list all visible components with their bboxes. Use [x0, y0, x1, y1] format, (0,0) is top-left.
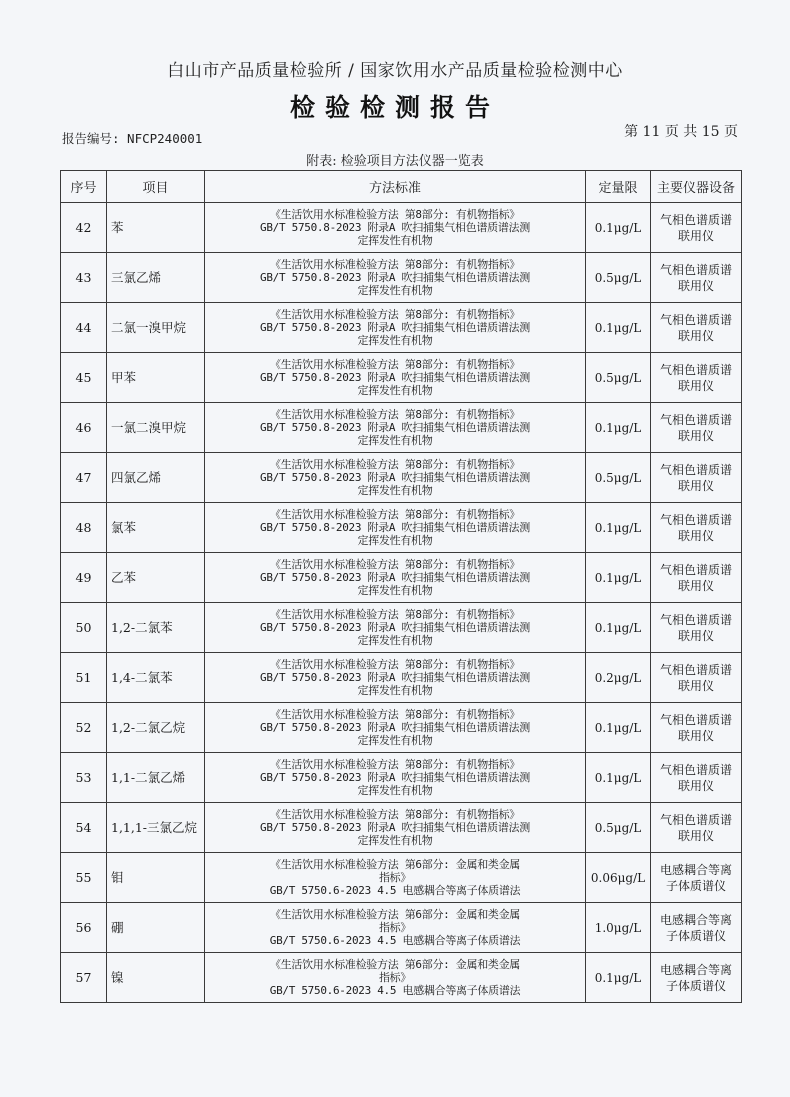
method-standard	[205, 903, 586, 953]
table-row	[61, 653, 742, 703]
method-line: 《生活饮用水标准检验方法 第6部分: 金属和类金属	[270, 958, 520, 971]
method-line: 定挥发性有机物	[357, 584, 433, 597]
main-instrument: 气相色谱质谱联用仪	[651, 603, 742, 653]
method-line: GB/T 5750.8-2023 附录A 吹扫捕集气相色谱质谱法测	[260, 721, 530, 734]
test-item: 1,2-二氯乙烷	[107, 703, 205, 753]
method-line: 定挥发性有机物	[357, 384, 433, 397]
main-instrument: 气相色谱质谱联用仪	[651, 503, 742, 553]
row-number: 46	[61, 403, 107, 453]
main-instrument: 气相色谱质谱联用仪	[651, 353, 742, 403]
method-line: GB/T 5750.8-2023 附录A 吹扫捕集气相色谱质谱法测	[260, 671, 530, 684]
method-standard	[205, 853, 586, 903]
main-instrument: 气相色谱质谱联用仪	[651, 203, 742, 253]
row-number: 51	[61, 653, 107, 703]
row-number: 54	[61, 803, 107, 853]
row-number: 44	[61, 303, 107, 353]
method-standard	[205, 753, 586, 803]
method-line: 定挥发性有机物	[357, 234, 433, 247]
method-line: 定挥发性有机物	[357, 484, 433, 497]
method-standard	[205, 253, 586, 303]
main-instrument: 电感耦合等离子体质谱仪	[651, 953, 742, 1003]
row-number: 49	[61, 553, 107, 603]
table-row	[61, 403, 742, 453]
main-instrument: 气相色谱质谱联用仪	[651, 803, 742, 853]
method-standard	[205, 453, 586, 503]
table-row	[61, 603, 742, 653]
col-header-instrument: 主要仪器设备	[651, 171, 742, 203]
method-line: 定挥发性有机物	[357, 634, 433, 647]
method-line: GB/T 5750.8-2023 附录A 吹扫捕集气相色谱质谱法测	[260, 221, 530, 234]
col-header-limit: 定量限	[586, 171, 651, 203]
quantitation-limit: 0.1μg/L	[586, 753, 651, 803]
row-number: 42	[61, 203, 107, 253]
test-item: 三氯乙烯	[107, 253, 205, 303]
test-item: 硼	[107, 903, 205, 953]
table-row	[61, 553, 742, 603]
method-line: GB/T 5750.8-2023 附录A 吹扫捕集气相色谱质谱法测	[260, 421, 530, 434]
quantitation-limit: 0.1μg/L	[586, 203, 651, 253]
report-title: 检验检测报告	[289, 93, 500, 122]
method-line: GB/T 5750.8-2023 附录A 吹扫捕集气相色谱质谱法测	[260, 371, 530, 384]
table-header-row	[61, 171, 742, 203]
method-standard	[205, 303, 586, 353]
main-instrument: 气相色谱质谱联用仪	[651, 753, 742, 803]
quantitation-limit: 0.5μg/L	[586, 253, 651, 303]
quantitation-limit: 0.1μg/L	[586, 303, 651, 353]
method-line: 《生活饮用水标准检验方法 第8部分: 有机物指标》	[270, 558, 520, 571]
method-line: 指标》	[378, 971, 412, 984]
table-body	[61, 203, 742, 1003]
method-line: 定挥发性有机物	[357, 734, 433, 747]
method-line: GB/T 5750.6-2023 4.5 电感耦合等离子体质谱法	[269, 884, 521, 897]
method-line: 《生活饮用水标准检验方法 第8部分: 有机物指标》	[270, 658, 520, 671]
method-line: 《生活饮用水标准检验方法 第8部分: 有机物指标》	[270, 208, 520, 221]
report-number: 报告编号: NFCP240001	[62, 131, 203, 146]
method-line: 指标》	[378, 871, 412, 884]
main-instrument: 气相色谱质谱联用仪	[651, 453, 742, 503]
table-row	[61, 353, 742, 403]
table-row	[61, 203, 742, 253]
table-row	[61, 503, 742, 553]
col-header-no: 序号	[61, 171, 107, 203]
test-item: 二氯一溴甲烷	[107, 303, 205, 353]
test-item: 一氯二溴甲烷	[107, 403, 205, 453]
method-line: GB/T 5750.8-2023 附录A 吹扫捕集气相色谱质谱法测	[260, 471, 530, 484]
row-number: 45	[61, 353, 107, 403]
method-standard	[205, 403, 586, 453]
row-number: 53	[61, 753, 107, 803]
table-row	[61, 753, 742, 803]
col-header-method: 方法标准	[205, 171, 586, 203]
method-instrument-table	[60, 170, 742, 1003]
method-standard	[205, 553, 586, 603]
main-instrument: 电感耦合等离子体质谱仪	[651, 853, 742, 903]
method-line: GB/T 5750.8-2023 附录A 吹扫捕集气相色谱质谱法测	[260, 621, 530, 634]
quantitation-limit: 0.5μg/L	[586, 803, 651, 853]
row-number: 55	[61, 853, 107, 903]
test-item: 1,1,1-三氯乙烷	[107, 803, 205, 853]
table-row	[61, 903, 742, 953]
test-item: 氯苯	[107, 503, 205, 553]
quantitation-limit: 0.5μg/L	[586, 353, 651, 403]
quantitation-limit: 0.1μg/L	[586, 603, 651, 653]
method-line: 《生活饮用水标准检验方法 第8部分: 有机物指标》	[270, 758, 520, 771]
row-number: 52	[61, 703, 107, 753]
page-number: 第 11 页 共 15 页	[624, 124, 738, 140]
method-standard	[205, 953, 586, 1003]
method-standard	[205, 603, 586, 653]
method-line: GB/T 5750.6-2023 4.5 电感耦合等离子体质谱法	[269, 934, 521, 947]
row-number: 50	[61, 603, 107, 653]
quantitation-limit: 0.1μg/L	[586, 403, 651, 453]
table-row	[61, 253, 742, 303]
main-instrument: 气相色谱质谱联用仪	[651, 703, 742, 753]
method-line: GB/T 5750.8-2023 附录A 吹扫捕集气相色谱质谱法测	[260, 571, 530, 584]
row-number: 57	[61, 953, 107, 1003]
main-instrument: 气相色谱质谱联用仪	[651, 653, 742, 703]
method-line: 《生活饮用水标准检验方法 第8部分: 有机物指标》	[270, 258, 520, 271]
row-number: 56	[61, 903, 107, 953]
method-line: 定挥发性有机物	[357, 784, 433, 797]
method-line: 定挥发性有机物	[357, 834, 433, 847]
method-line: 定挥发性有机物	[357, 284, 433, 297]
method-line: 定挥发性有机物	[357, 334, 433, 347]
method-standard	[205, 203, 586, 253]
table-row	[61, 803, 742, 853]
method-standard	[205, 653, 586, 703]
method-line: 定挥发性有机物	[357, 534, 433, 547]
method-standard	[205, 703, 586, 753]
quantitation-limit: 0.1μg/L	[586, 503, 651, 553]
method-line: GB/T 5750.6-2023 4.5 电感耦合等离子体质谱法	[269, 984, 521, 997]
method-line: 指标》	[378, 921, 412, 934]
test-item: 四氯乙烯	[107, 453, 205, 503]
method-line: 《生活饮用水标准检验方法 第8部分: 有机物指标》	[270, 358, 520, 371]
method-standard	[205, 803, 586, 853]
method-line: 《生活饮用水标准检验方法 第6部分: 金属和类金属	[270, 858, 520, 871]
main-instrument: 气相色谱质谱联用仪	[651, 253, 742, 303]
table-row	[61, 303, 742, 353]
test-item: 1,2-二氯苯	[107, 603, 205, 653]
method-line: 定挥发性有机物	[357, 684, 433, 697]
test-item: 镍	[107, 953, 205, 1003]
method-standard	[205, 503, 586, 553]
quantitation-limit: 0.06μg/L	[586, 853, 651, 903]
quantitation-limit: 0.1μg/L	[586, 953, 651, 1003]
main-instrument: 电感耦合等离子体质谱仪	[651, 903, 742, 953]
row-number: 43	[61, 253, 107, 303]
quantitation-limit: 0.5μg/L	[586, 453, 651, 503]
main-instrument: 气相色谱质谱联用仪	[651, 303, 742, 353]
main-instrument: 气相色谱质谱联用仪	[651, 553, 742, 603]
method-line: 《生活饮用水标准检验方法 第8部分: 有机物指标》	[270, 308, 520, 321]
main-instrument: 气相色谱质谱联用仪	[651, 403, 742, 453]
method-line: 《生活饮用水标准检验方法 第8部分: 有机物指标》	[270, 508, 520, 521]
row-number: 48	[61, 503, 107, 553]
method-line: 《生活饮用水标准检验方法 第8部分: 有机物指标》	[270, 808, 520, 821]
test-item: 钼	[107, 853, 205, 903]
method-line: 《生活饮用水标准检验方法 第8部分: 有机物指标》	[270, 608, 520, 621]
test-item: 甲苯	[107, 353, 205, 403]
test-item: 1,1-二氯乙烯	[107, 753, 205, 803]
method-line: 《生活饮用水标准检验方法 第6部分: 金属和类金属	[270, 908, 520, 921]
table-row	[61, 703, 742, 753]
quantitation-limit: 0.1μg/L	[586, 553, 651, 603]
test-item: 乙苯	[107, 553, 205, 603]
method-line: GB/T 5750.8-2023 附录A 吹扫捕集气相色谱质谱法测	[260, 821, 530, 834]
method-line: 定挥发性有机物	[357, 434, 433, 447]
quantitation-limit: 0.1μg/L	[586, 703, 651, 753]
method-line: GB/T 5750.8-2023 附录A 吹扫捕集气相色谱质谱法测	[260, 521, 530, 534]
method-line: GB/T 5750.8-2023 附录A 吹扫捕集气相色谱质谱法测	[260, 271, 530, 284]
test-item: 1,4-二氯苯	[107, 653, 205, 703]
table-row	[61, 853, 742, 903]
test-item: 苯	[107, 203, 205, 253]
appendix-title: 附表: 检验项目方法仪器一览表	[306, 154, 484, 169]
method-line: 《生活饮用水标准检验方法 第8部分: 有机物指标》	[270, 458, 520, 471]
method-line: GB/T 5750.8-2023 附录A 吹扫捕集气相色谱质谱法测	[260, 771, 530, 784]
quantitation-limit: 1.0μg/L	[586, 903, 651, 953]
col-header-item: 项目	[107, 171, 205, 203]
institute-name: 白山市产品质量检验所 / 国家饮用水产品质量检验检测中心	[167, 61, 623, 81]
quantitation-limit: 0.2μg/L	[586, 653, 651, 703]
table-row	[61, 953, 742, 1003]
method-standard	[205, 353, 586, 403]
method-line: 《生活饮用水标准检验方法 第8部分: 有机物指标》	[270, 408, 520, 421]
table-row	[61, 453, 742, 503]
method-line: 《生活饮用水标准检验方法 第8部分: 有机物指标》	[270, 708, 520, 721]
row-number: 47	[61, 453, 107, 503]
method-line: GB/T 5750.8-2023 附录A 吹扫捕集气相色谱质谱法测	[260, 321, 530, 334]
